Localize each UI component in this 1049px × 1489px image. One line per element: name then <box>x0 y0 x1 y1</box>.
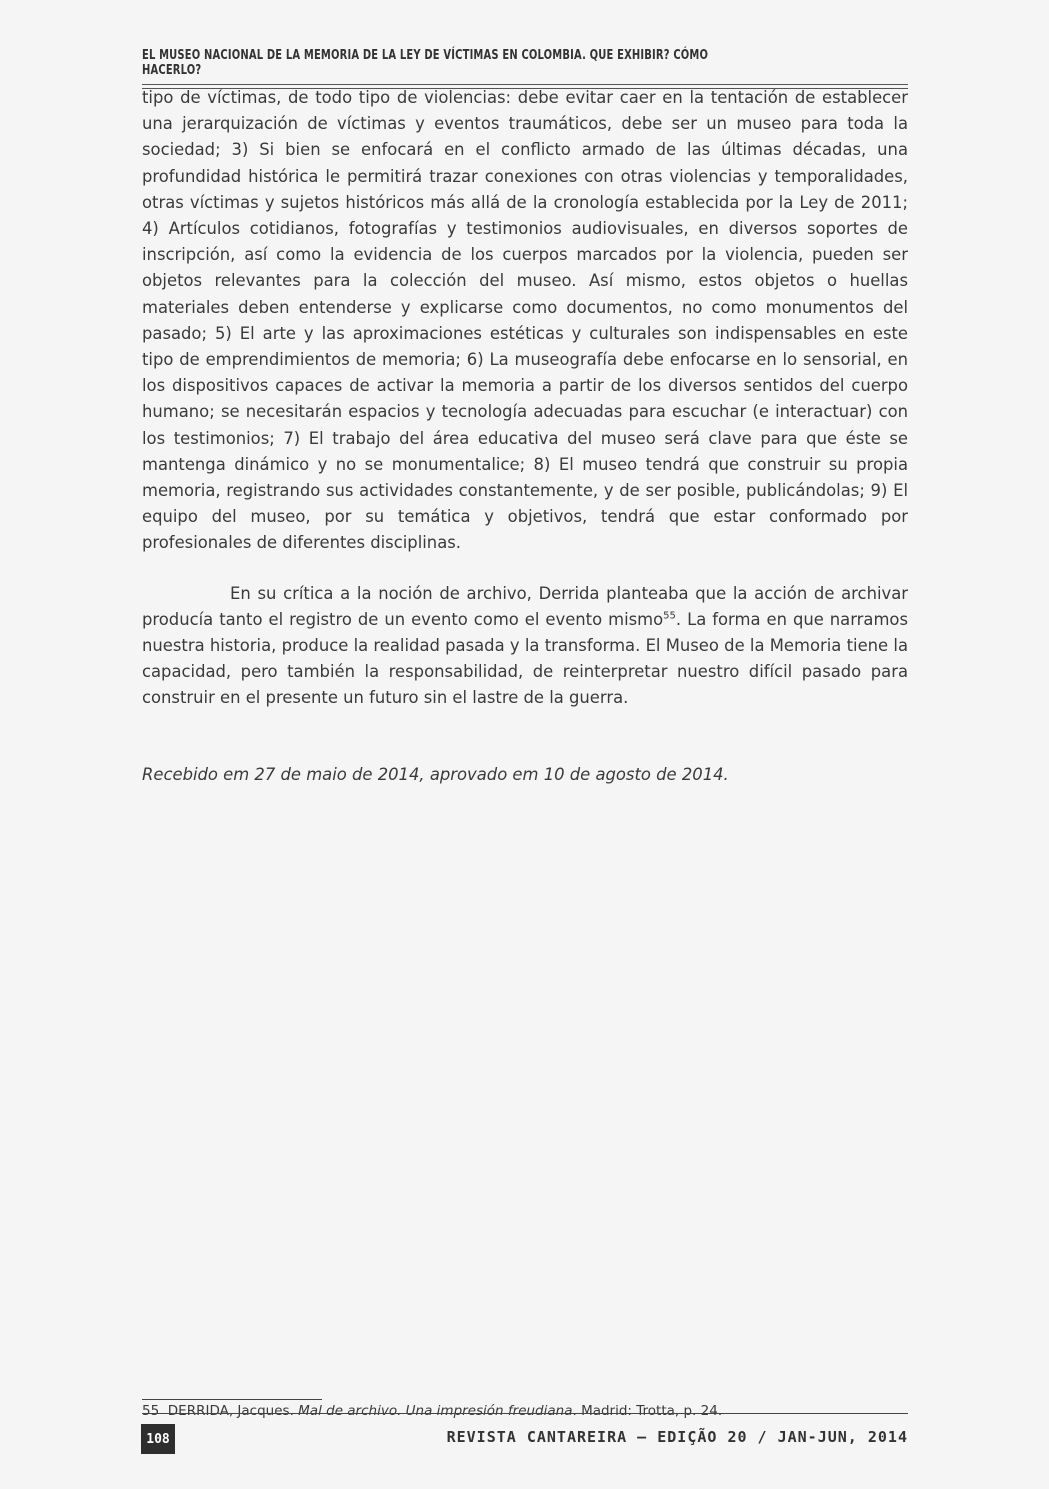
footnote-publication: . Madrid: Trotta, p. 24. <box>572 1403 723 1419</box>
body-paragraph: tipo de víctimas, de todo tipo de violencias: debe evitar caer en la tentación de establecer una jerarquización de víctimas y eventos traumáticos, debe ser un museo para toda la sociedad; 3) Si bien se enfocará en el conflicto armado de las últimas décadas, una profundidad histórica le permitirá trazar conexiones con otras violencias y temporalidades, otras víctimas y sujetos históricos más allá de la cronología establecida por la Ley de 2011; 4) Artículos cotidianos, fotografías y testimonios audiovisuales, en diversos soportes de inscripción, así como la evidencia de los cuerpos marcados por la violencia, pueden ser objetos relevantes para la colección del museo. Así mismo, estos objetos o huellas materiales deben entenderse y explicarse como documentos, no como monumentos del pasado; 5) El arte y las aproximaciones estéticas y culturales son indispensables en este tipo de emprendimientos de memoria; 6) La museografía debe enfocarse en lo sensorial, en los dispositivos capaces de activar la memoria a partir de los diversos sentidos del cuerpo humano; se necesitarán espacios y tecnología adecuadas para escuchar (e interactuar) con los testimonios; 7) El trabajo del área educativa del museo será clave para que éste se mantenga dinámico y no se monumentalice; 8) El museo tendrá que construir su propia memoria, registrando sus actividades constantemente, y de ser posible, publicándolas; 9) El equipo del museo, por su temática y objetivos, tendrá que estar conformado por profesionales de diferentes disciplinas. <box>142 88 908 553</box>
article-body <box>142 85 908 712</box>
footer-rule <box>142 1413 908 1414</box>
received-date-note: Recebido em 27 de maio de 2014, aprovado em 10 de agosto de 2014. <box>142 765 729 784</box>
footnote-separator <box>142 1399 322 1400</box>
footnote-author: DERRIDA, Jacques. <box>167 1403 294 1419</box>
paragraph-text: En su crítica a la noción de archivo, Derrida planteaba que la acción de archivar producía tanto el registro de un evento como el evento mismo <box>142 583 908 629</box>
footnote-reference[interactable]: 55 <box>663 610 676 622</box>
footnote <box>142 1402 908 1420</box>
journal-name: REVISTA CANTAREIRA – EDIÇÃO 20 / JAN-JUN, 2014 <box>446 1428 908 1446</box>
paragraph-text: . La forma en que narramos nuestra historia, produce la realidad pasada y la transforma. El Museo de la Memoria tiene la capacidad, pero también la responsabilidad, de reinterpretar nuestro difícil pasado para construir en el presente un futuro sin el lastre de la guerra. <box>142 609 908 708</box>
page-number: 108 <box>141 1424 175 1454</box>
footnote-title: Mal de archivo. Una impresión freudiana <box>298 1403 573 1419</box>
footnote-number: 55 <box>142 1403 160 1419</box>
running-header-title: EL MUSEO NACIONAL DE LA MEMORIA DE LA LEY DE VÍCTIMAS EN COLOMBIA. QUE EXHIBIR? CÓMO HACERLO? <box>142 47 709 78</box>
body-paragraph <box>142 581 908 712</box>
